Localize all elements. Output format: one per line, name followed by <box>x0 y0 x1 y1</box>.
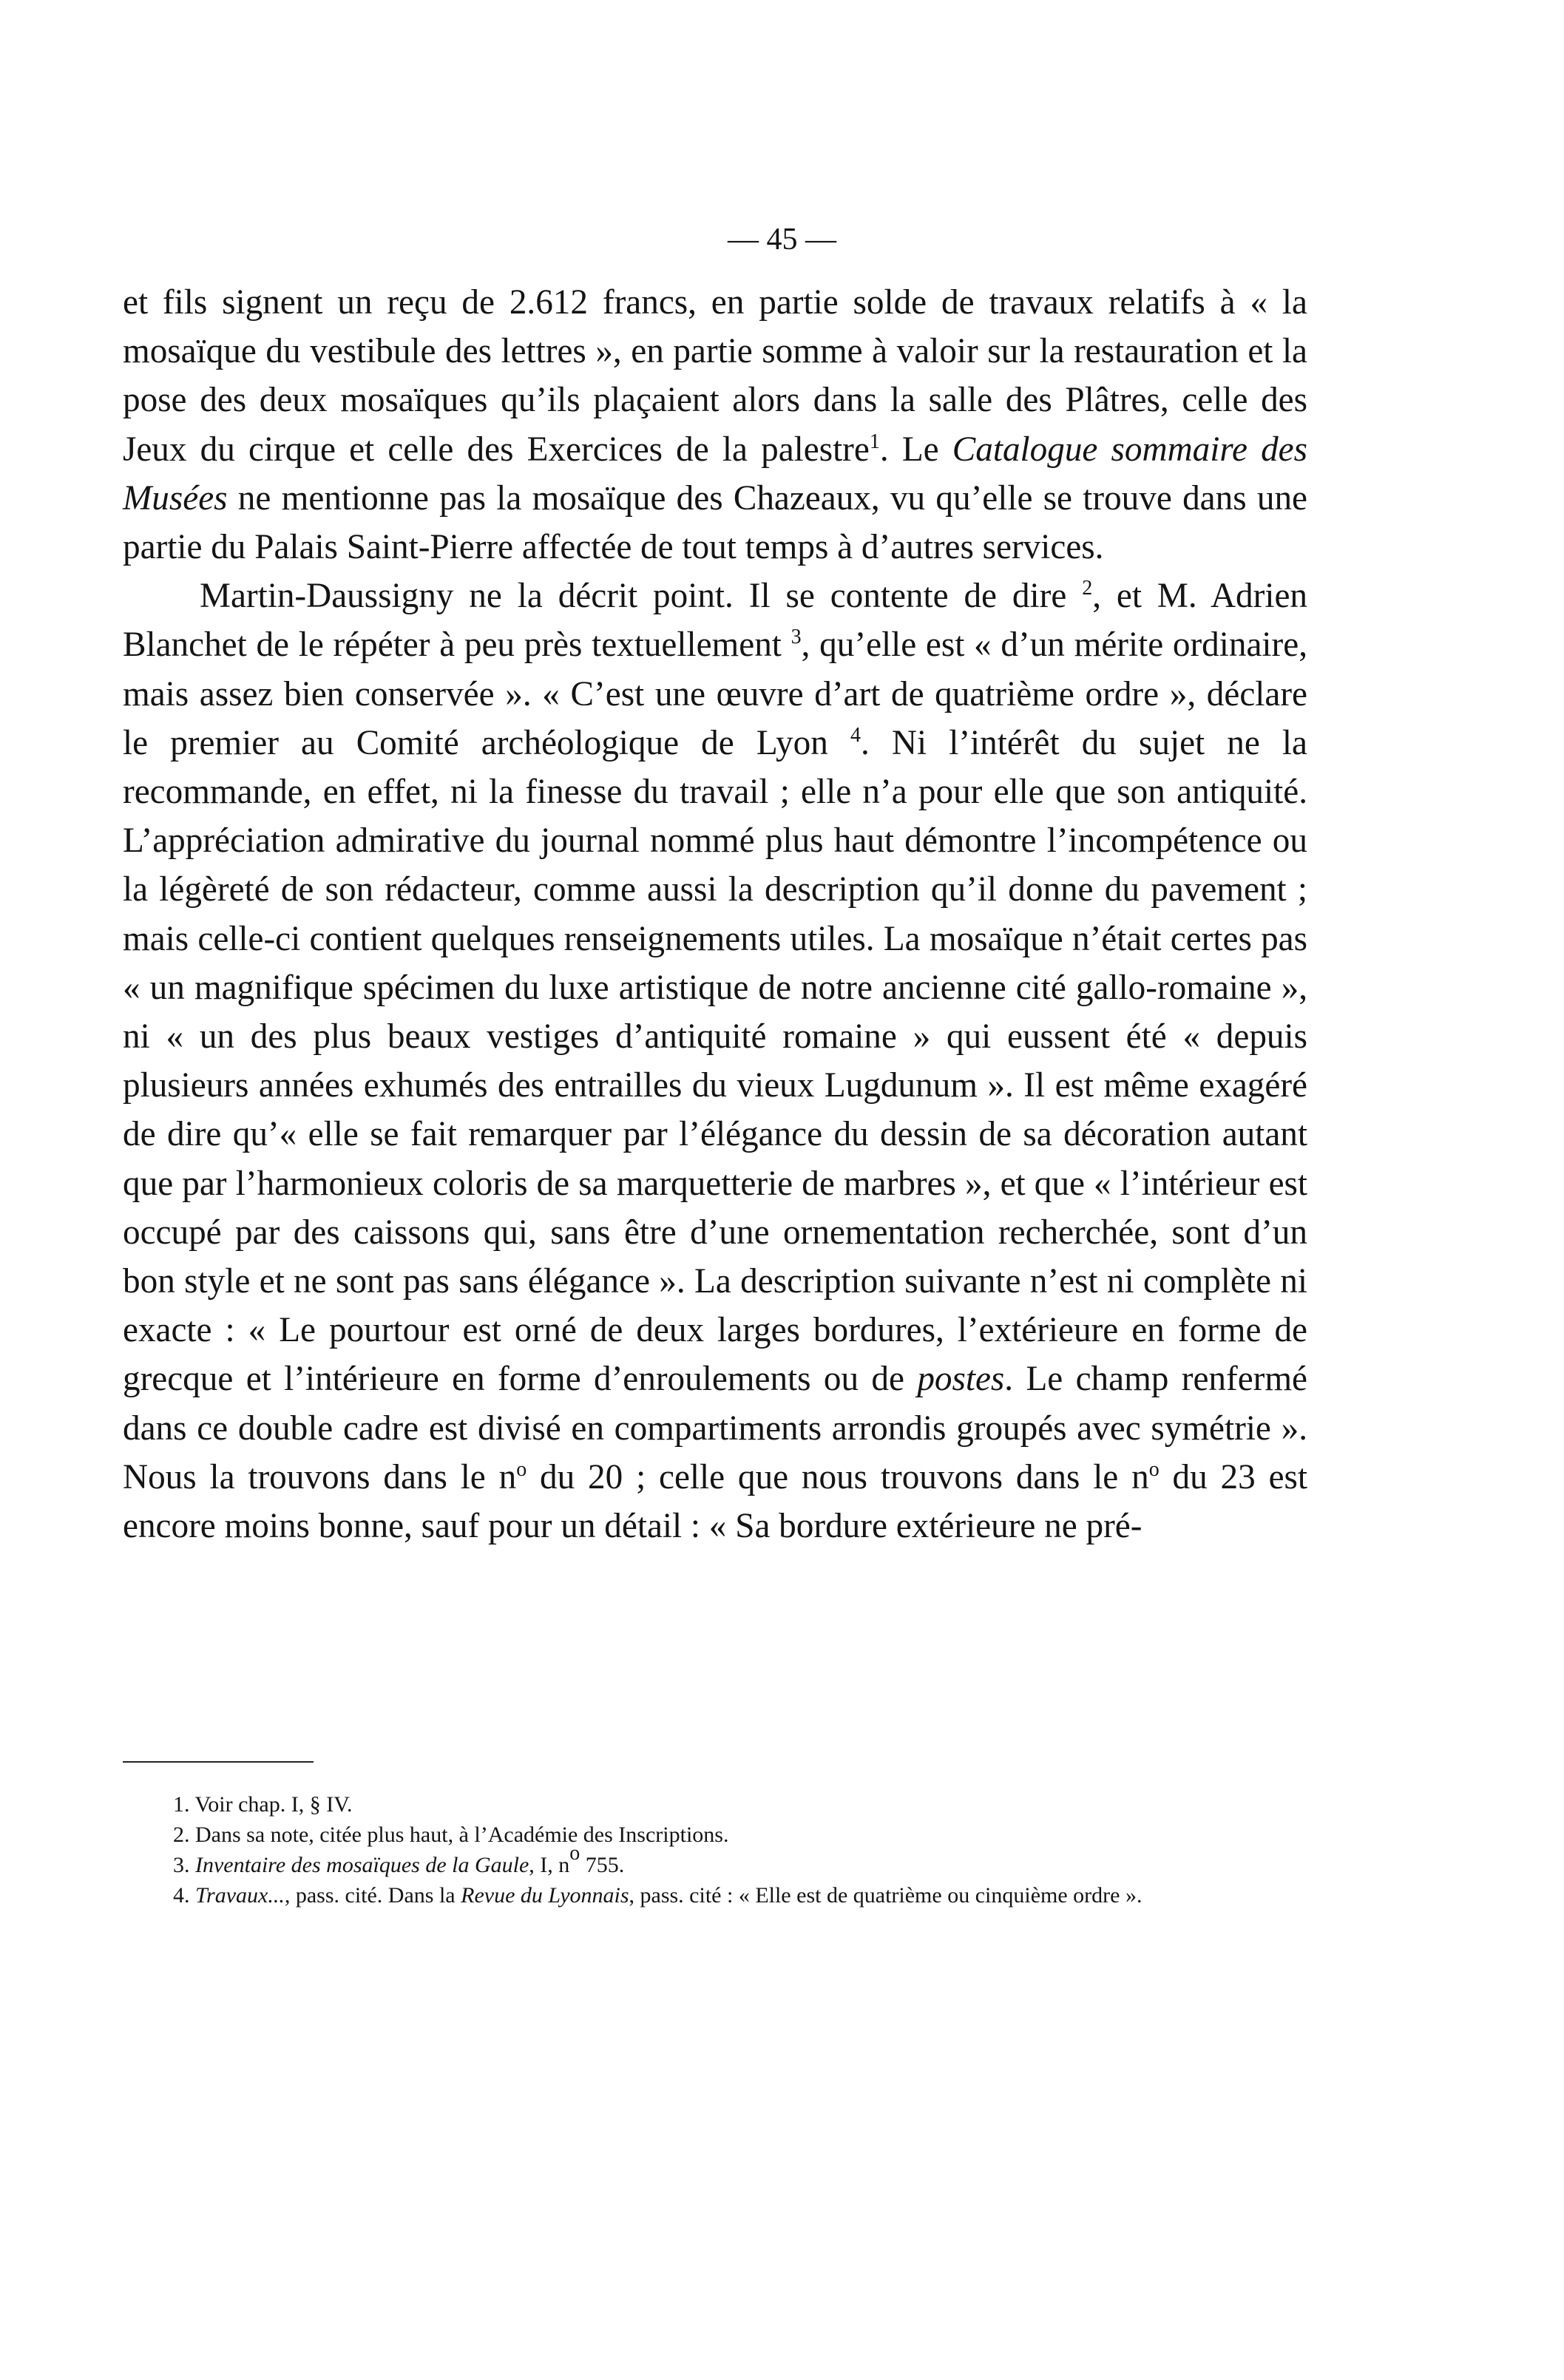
ordinal-superscript: o <box>1148 1457 1160 1481</box>
italic-title: Revue du Lyonnais <box>461 1883 629 1908</box>
ordinal-superscript: o <box>569 1842 580 1865</box>
footnote <box>123 1820 1307 1850</box>
text-run: 4. <box>173 1883 195 1908</box>
body-text <box>123 278 1307 1550</box>
text-run: et fils signent un reçu de 2.612 francs, en partie solde de travaux relatifs à « la mosaïque du vestibule des lettres », en partie somme à valoir sur la restauration et la pose des deux mosaïques qu’ils plaçaient alors dans la salle des Plâtres, celle des Jeux du cirque et celle des Exercices de la palestre <box>123 283 1307 469</box>
footnote <box>123 1842 1307 1880</box>
text-run: , pass. cité : « Elle est de quatrième ou cinquième ordre ». <box>629 1883 1142 1908</box>
text-run: du 23 est encore moins bonne, sauf pour un détail : « Sa bordure extérieure ne pré- <box>123 1457 1307 1546</box>
italic-title: Travaux... <box>195 1883 285 1908</box>
footnote <box>123 1789 1307 1820</box>
text-run: , I, n <box>529 1853 570 1877</box>
text-run: ne mentionne pas la mosaïque des Chazeaux, vu qu’elle se trouve dans une partie du Palais Saint-Pierre affectée de tout temps à d’autres services. <box>123 478 1307 567</box>
paragraph <box>123 572 1307 1550</box>
footnote <box>123 1880 1307 1911</box>
text-run: . Le <box>879 430 952 469</box>
text-run: du 20 ; celle que nous trouvons dans le n <box>527 1457 1149 1496</box>
text-run: 2. Dans sa note, citée plus haut, à l’Académie des Inscriptions. <box>173 1823 729 1847</box>
text-run: 755. <box>580 1853 625 1877</box>
footnote-reference: 1 <box>869 430 880 453</box>
text-run: . Le champ renfermé dans ce double cadre est divisé en compartiments arrondis groupés avec symétrie ». Nous la trouvons dans le n <box>123 1360 1307 1496</box>
italic-title: Inventaire des mosaïques de la Gaule <box>195 1853 529 1877</box>
text-run: Martin-Daussigny ne la décrit point. Il se contente de dire <box>200 577 1083 616</box>
text-run: , et M. Adrien Blanchet de le répéter à peu près textuellement <box>123 577 1307 665</box>
footnotes <box>123 1789 1307 1911</box>
ordinal-superscript: o <box>516 1457 527 1481</box>
italic-title: postes <box>917 1360 1005 1399</box>
italic-title: Catalogue sommaire des Musées <box>123 430 1307 518</box>
text-run: . Ni l’intérêt du sujet ne la recommande, en effet, ni la finesse du travail ; elle n’a pour elle que son antiquité. L’appréciation admirative du journal nommé plus haut démontre l’incompétence ou la légèreté de son rédacteur, comme aussi la description qu’il donne du pavement ; mais celle-ci contient quelques renseignements utiles. La mosaïque n’était certes pas « un magnifique spécimen du luxe artistique de notre ancienne cité gallo-romaine », ni « un des plus beaux vestiges d’antiquité romaine » qui eussent été « depuis plusieurs années exhumés des entrailles du vieux Lugdunum ». Il est même exagéré de dire qu’« elle se fait remarquer par l’élégance du dessin de sa décoration autant que par l’harmonieux coloris de sa marquetterie de marbres », et que « l’intérieur est occupé par des caissons qui, sans être d’une ornementation recherchée, sont d’un bon style et ne sont pas sans élégance ». La description suivante n’est ni complète ni exacte : « Le pourtour est orné de deux larges bordures, l’extérieure en forme de grecque et l’intérieure en forme d’enroulements ou de <box>123 723 1307 1399</box>
footnote-separator <box>123 1761 314 1763</box>
text-run: 1. Voir chap. I, § IV. <box>173 1792 353 1817</box>
text-run: , qu’elle est « d’un mérite ordinaire, mais assez bien conservée ». « C’est une œuvre d’art de quatrième ordre », déclare le premier au Comité archéologique de Lyon <box>123 625 1307 762</box>
footnote-reference: 4 <box>850 723 861 747</box>
page-number: — 45 — <box>728 223 836 257</box>
text-run: , pass. cité. Dans la <box>284 1883 461 1908</box>
footnote-reference: 3 <box>791 625 802 649</box>
paragraph <box>123 278 1307 572</box>
text-run: 3. <box>173 1853 195 1877</box>
footnote-reference: 2 <box>1082 577 1093 600</box>
